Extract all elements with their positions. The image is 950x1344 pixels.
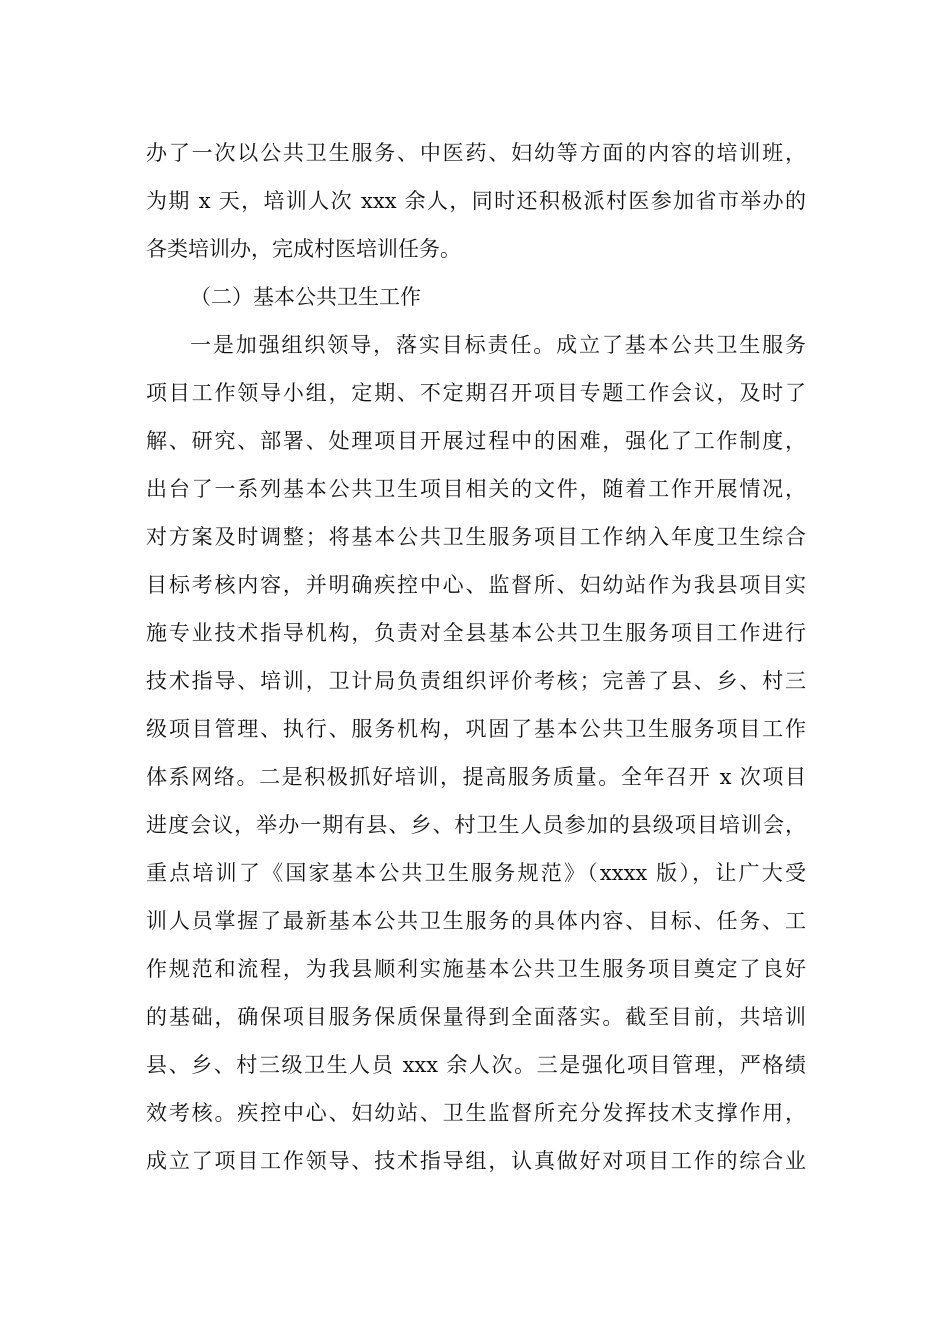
- text-line: 体系网络。二是积极抓好培训，提高服务质量。全年召开 x 次项目: [146, 765, 806, 789]
- text-line: 目标考核内容，并明确疾控中心、监督所、妇幼站作为我县项目实: [146, 573, 806, 597]
- text-line: 的基础，确保项目服务保质保量得到全面落实。截至目前，共培训: [146, 1005, 806, 1029]
- section-heading: （二）基本公共卫生工作: [190, 285, 421, 309]
- text-line: 项目工作领导小组，定期、不定期召开项目专题工作会议，及时了: [146, 381, 806, 405]
- text-line: 办了一次以公共卫生服务、中医药、妇幼等方面的内容的培训班，: [146, 141, 806, 165]
- text-line: 重点培训了《国家基本公共卫生服务规范》（xxxx 版），让广大受: [146, 861, 806, 885]
- text-line: 各类培训办，完成村医培训任务。: [146, 237, 461, 261]
- text-line: 为期 x 天，培训人次 xxx 余人，同时还积极派村医参加省市举办的: [146, 189, 806, 213]
- text-line: 成立了项目工作领导、技术指导组，认真做好对项目工作的综合业: [146, 1149, 806, 1173]
- text-line: 县、乡、村三级卫生人员 xxx 余人次。三是强化项目管理，严格绩: [146, 1053, 806, 1077]
- text-line: 进度会议，举办一期有县、乡、村卫生人员参加的县级项目培训会，: [146, 813, 806, 837]
- text-line: 施专业技术指导机构，负责对全县基本公共卫生服务项目工作进行: [146, 621, 806, 645]
- text-line: 一是加强组织领导，落实目标责任。成立了基本公共卫生服务: [190, 333, 806, 357]
- text-line: 解、研究、部署、处理项目开展过程中的困难，强化了工作制度，: [146, 429, 806, 453]
- text-line: 效考核。疾控中心、妇幼站、卫生监督所充分发挥技术支撑作用，: [146, 1101, 806, 1125]
- text-line: 对方案及时调整；将基本公共卫生服务项目工作纳入年度卫生综合: [146, 525, 806, 549]
- text-line: 技术指导、培训，卫计局负责组织评价考核；完善了县、乡、村三: [146, 669, 806, 693]
- text-line: 作规范和流程，为我县顺利实施基本公共卫生服务项目奠定了良好: [146, 957, 806, 981]
- text-line: 级项目管理、执行、服务机构，巩固了基本公共卫生服务项目工作: [146, 717, 806, 741]
- text-line: 训人员掌握了最新基本公共卫生服务的具体内容、目标、任务、工: [146, 909, 806, 933]
- text-line: 出台了一系列基本公共卫生项目相关的文件，随着工作开展情况，: [146, 477, 806, 501]
